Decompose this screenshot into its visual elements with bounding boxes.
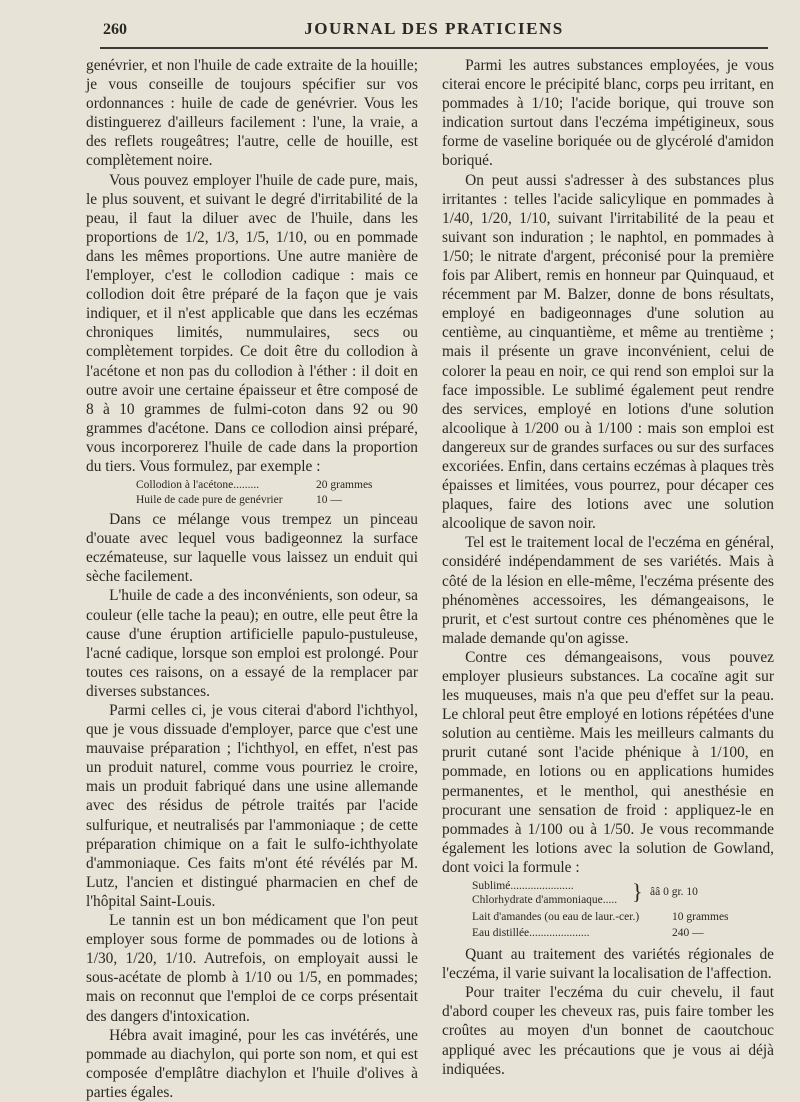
paragraph: Contre ces démangeaisons, vous pouvez employer plusieurs substances. La cocaïne agit sur les muqueuses, mais n'a que peu d'effet sur la peau. Le chloral peut être employé en lotions répétées d'une solution au centième. Mais les meilleurs calmants du prurit cutané sont l'acide phénique à 1/100, en pommade, en lotions ou en applications humides permanentes, et le menthol, qui anesthésie en procurant une sensation de froid : appliquez-le en pommades à 1/100 ou à 1/50. Je vous recommande également les lotions avec la solution de Gowland, dont voici la formule : [442, 648, 774, 876]
paragraph: Vous pouvez employer l'huile de cade pure, mais, le plus souvent, et suivant le degré d'irritabilité de la peau, il faut la diluer avec de l'huile, dans les proportions de 1/2, 1/3, 1/5, 1/10, ou en pommade dans les mêmes proportions. Une autre manière de l'employer, c'est le collodion cadique : mais ce collodion doit être préparé de la façon que je vais indiquer, et il n'est applicable que dans les eczémas chroniques limités, nummulaires, secs ou complètement torpides. Ce doit être du collodion à l'acétone et non pas du collodion à l'éther : il doit en outre avoir une certaine épaisseur et être composé de 8 à 10 grammes de fulmi-coton dans 92 ou 90 grammes d'acétone. Dans ce collodion ainsi préparé, vous incorporerez l'huile de cade dans la proportion du tiers. Vous formulez, par exemple : [86, 171, 418, 475]
formula-brace: } [632, 879, 643, 905]
gowland-formula [442, 879, 774, 943]
paragraph: Dans ce mélange vous trempez un pinceau d'ouate avec lequel vous badigeonnez la surface eczémateuse, sur laquelle vous laissez un enduit qui sèche facilement. [86, 511, 418, 586]
formula-row [472, 879, 574, 894]
formula-ingredient: Lait d'amandes (ou eau de laur.-cer.) [472, 911, 640, 924]
paragraph: Pour traiter l'eczéma du cuir chevelu, il faut d'abord couper les cheveux ras, puis faire tomber les croûtes au moyen d'un bonnet de caoutchouc appliqué avec les précautions que je vous ai déjà indiquées. [442, 984, 774, 1078]
formula-ingredient: Eau distillée..................... [472, 927, 590, 940]
formula-row [86, 478, 418, 493]
paragraph: On peut aussi s'adresser à des substances plus irritantes : telles l'acide salicylique en pommades à 1/40, 1/20, 1/10, suivant l'irritabilité de la peau et suivant son induration ; le naphtol, en pommades à 1/50; le nitrate d'argent, préconisé pour la première fois par Alibert, remis en honneur par Quinquaud, et récemment par M. Balzer, donne de bons résultats, employé en badigeonnages d'une solution au centième, au cinquantième, et même au trentième ; mais il présente un grave inconvénient, celui de colorer la peau en noir, ce qui rend son emploi sur la face impossible. Le sublimé également peut rendre des services, employé en lotions d'une solution alcoolique à 1/200 ou à 1/100 : mais son emploi est dangereux sur de grandes surfaces ou sur des surfaces excoriées. Enfin, dans certains eczémas à plaques très épaisses et limitées, vous pourrez, pour décaper ces plaques, faire des lotions avec une solution alcoolique de savon noir. [442, 171, 774, 533]
formula-ingredient: Chlorhydrate d'ammoniaque..... [472, 894, 618, 907]
formula-row [472, 926, 704, 941]
formula-quantity: 10 — [316, 494, 342, 507]
collodion-formula [86, 478, 418, 508]
page-header [100, 18, 768, 44]
formula-ingredient: Collodion à l'acétone......... [136, 479, 260, 492]
formula-quantity: 10 grammes [672, 911, 729, 924]
paragraph: Tel est le traitement local de l'eczéma en général, considéré indépendamment de ses variétés. Mais à côté de la lésion en elle-même, l'eczéma présente des phénomènes accessoires, les démangeaisons, le prurit, et c'est surtout contre ces phénomènes que le malade demande qu'on agisse. [442, 534, 774, 647]
left-column [86, 56, 418, 1102]
page-number: 260 [103, 21, 127, 38]
paragraph: Hébra avait imaginé, pour les cas invétérés, une pommade au diachylon, qui porte son nom, et qui est composée d'emplâtre diachylon et l'huile d'olives à parties égales. [86, 1026, 418, 1101]
paragraph: Quant au traitement des variétés régionales de l'eczéma, il varie suivant la localisation de l'affection. [442, 946, 774, 983]
formula-row [472, 910, 729, 925]
running-title: JOURNAL DES PRATICIENS [304, 19, 564, 38]
paragraph: genévrier, et non l'huile de cade extraite de la houille; je vous conseille de toujours spécifier sur vos ordonnances : huile de cade de genévrier. Vous les distinguerez d'ailleurs facilement : l'une, la vraie, a des reflets rougeâtres; l'autre, celle de houille, est complètement noire. [86, 57, 418, 170]
right-column [442, 56, 774, 1079]
paragraph: L'huile de cade a des inconvénients, son odeur, sa couleur (elle tache la peau); en outre, elle peut être la cause d'une éruption artificielle papulo-pustuleuse, l'acné cadique, lorsque son emploi est prolongé. Pour toutes ces raisons, on a essayé de la remplacer par diverses substances. [86, 587, 418, 700]
formula-quantity: 20 grammes [316, 479, 373, 492]
paragraph: Le tannin est un bon médicament que l'on peut employer sous forme de pommades ou de lotions à 1/30, 1/20, 1/10. Autrefois, on employait aussi le sous-acétate de plomb à 1/10 ou 1/5, en pommades; mais on reconnut que l'emploi de ce corps présentait des dangers d'intoxication. [86, 912, 418, 1025]
header-rule [100, 47, 768, 49]
formula-quantity: 240 — [672, 927, 704, 940]
paragraph: Parmi celles ci, je vous citerai d'abord l'ichthyol, que je vous dissuade d'employer, parce que c'est une mauvaise préparation ; l'ichthyol, en effet, n'est pas un produit naturel, comme vous pourriez le croire, mais un produit fabriqué dans une usine allemande avec des résidus de pétrole traités par l'acide sulfurique, et neutralisés par l'ammoniaque ; de cette préparation chimique on a fait le sulfo-ichthyolate d'ammoniaque. Ces faits m'ont été révélés par M. Lutz, l'ancien et distingué pharmacien en chef de l'hôpital Saint-Louis. [86, 702, 418, 910]
paragraph: Parmi les autres substances employées, je vous citerai encore le précipité blanc, corps peu irritant, en pommades à 1/10; l'acide borique, qui trouve son indication surtout dans l'eczéma impétigineux, sous forme de vaseline boriquée ou de glycérolé d'amidon boriqué. [442, 57, 774, 170]
formula-shared-dose: ââ 0 gr. 10 [650, 886, 698, 899]
formula-ingredient: Sublimé...................... [472, 880, 574, 893]
formula-row [86, 493, 418, 508]
formula-row [472, 893, 617, 908]
formula-ingredient: Huile de cade pure de genévrier [136, 494, 283, 507]
